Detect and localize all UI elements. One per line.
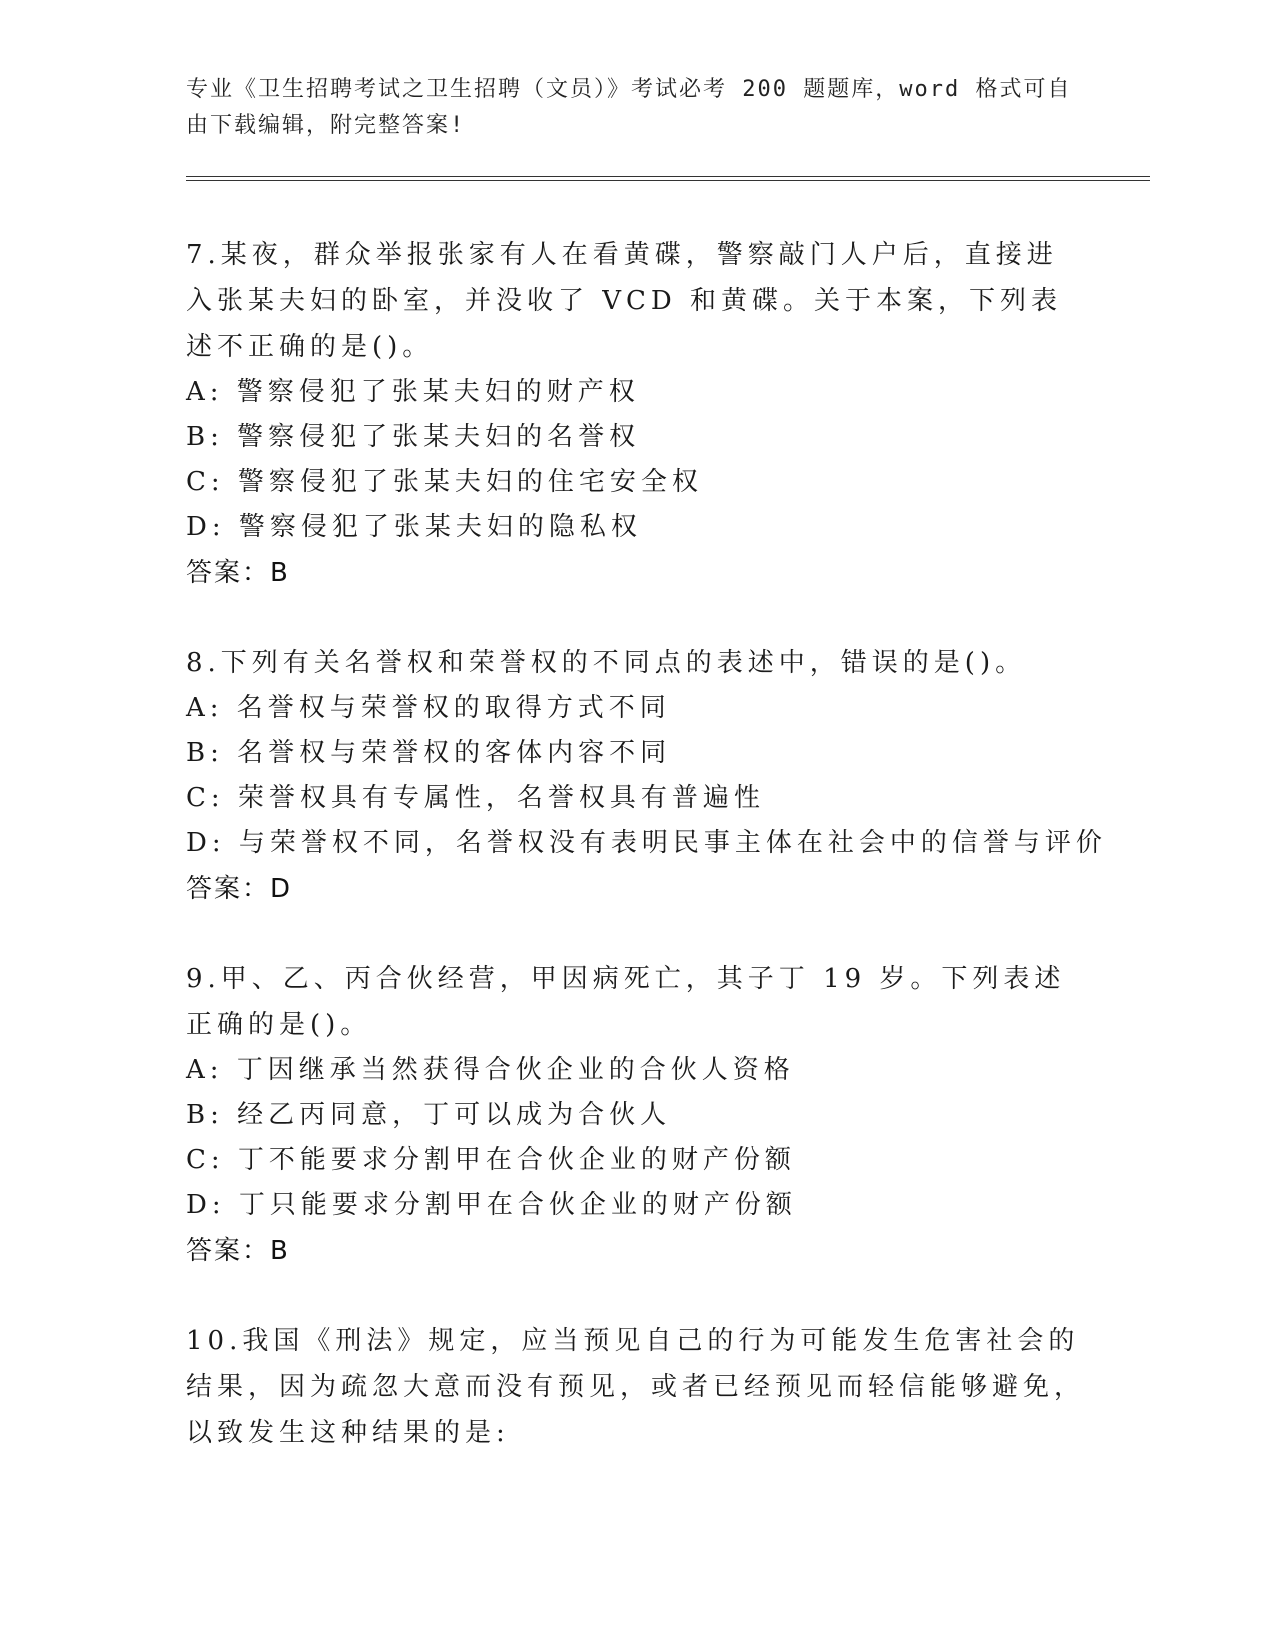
option-d: D: 与荣誉权不同，名誉权没有表明民事主体在社会中的信誉与评价 (186, 828, 1107, 858)
option-a: A: 丁因继承当然获得合伙企业的合伙人资格 (186, 1055, 795, 1085)
option-b: B: 经乙丙同意，丁可以成为合伙人 (186, 1100, 672, 1130)
option-b: B: 名誉权与荣誉权的客体内容不同 (186, 738, 672, 768)
question-list (186, 232, 1107, 1500)
option-b: B: 警察侵犯了张某夫妇的名誉权 (186, 422, 641, 452)
header-title: 专业《卫生招聘考试之卫生招聘（文员）》考试必考 200 题题库，word 格式可自由下载编辑，附完整答案! (186, 77, 1072, 138)
answer-line: 答案：D (186, 874, 293, 904)
question-7 (186, 232, 1086, 596)
document-header (186, 72, 1086, 144)
answer-line: 答案：B (186, 1236, 290, 1266)
option-d: D: 丁只能要求分割甲在合伙企业的财产份额 (186, 1190, 797, 1220)
question-8 (186, 640, 1107, 912)
option-d: D: 警察侵犯了张某夫妇的隐私权 (186, 512, 642, 542)
question-stem: 9.甲、乙、丙合伙经营，甲因病死亡，其子丁 19 岁。下列表述正确的是()。 (186, 964, 1066, 1040)
question-stem: 8.下列有关名誉权和荣誉权的不同点的表述中，错误的是()。 (186, 648, 1027, 678)
option-a: A: 警察侵犯了张某夫妇的财产权 (186, 377, 640, 407)
option-c: C: 丁不能要求分割甲在合伙企业的财产份额 (186, 1145, 796, 1175)
option-a: A: 名誉权与荣誉权的取得方式不同 (186, 693, 671, 723)
option-c: C: 警察侵犯了张某夫妇的住宅安全权 (186, 467, 703, 497)
header-divider-bottom (186, 180, 1150, 181)
answer-line: 答案：B (186, 558, 290, 588)
header-divider-top (186, 176, 1150, 177)
question-9 (186, 956, 1086, 1274)
option-c: C: 荣誉权具有专属性，名誉权具有普遍性 (186, 783, 765, 813)
question-10 (186, 1318, 1086, 1456)
question-stem: 7.某夜，群众举报张家有人在看黄碟，警察敲门人户后，直接进入张某夫妇的卧室，并没收了 VCD 和黄碟。关于本案，下列表述不正确的是()。 (186, 240, 1063, 362)
question-stem: 10.我国《刑法》规定，应当预见自己的行为可能发生危害社会的结果，因为疏忽大意而没有预见，或者已经预见而轻信能够避免，以致发生这种结果的是: (186, 1326, 1086, 1448)
